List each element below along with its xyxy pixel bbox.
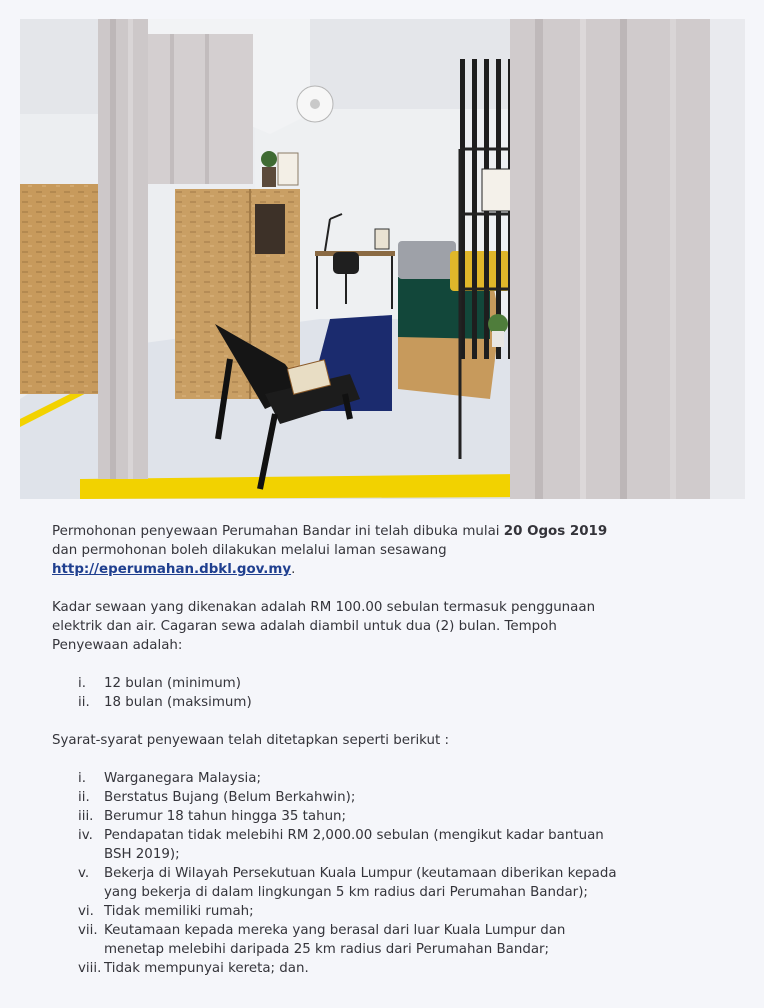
- intro-word: boleh: [170, 543, 208, 558]
- list-text: [104, 807, 692, 826]
- list-item: [78, 769, 692, 788]
- list-text: [104, 788, 692, 807]
- list-item: [78, 959, 692, 978]
- list-text: 12 bulan (minimum): [104, 676, 241, 691]
- list-number: iii.: [78, 809, 94, 824]
- list-text: [104, 959, 692, 978]
- list-text: [104, 921, 692, 959]
- rental-period-list: [52, 674, 692, 712]
- intro-line-3: [52, 560, 692, 579]
- rental-line-1: Kadar sewaan yang dikenakan adalah RM 100.00 sebulan termasuk penggunaan: [52, 600, 596, 615]
- list-number: iv.: [78, 828, 93, 843]
- conditions-list: [52, 769, 692, 978]
- intro-text: Permohonan penyewaan Perumahan Bandar ini telah dibuka mulai: [52, 524, 500, 539]
- list-number: vi.: [78, 904, 94, 919]
- list-line: menetap melebihi daripada 25 km radius dari Perumahan Bandar;: [104, 942, 550, 957]
- list-number: vii.: [78, 923, 98, 938]
- list-item: [78, 921, 692, 959]
- intro-word: melalui: [280, 543, 330, 558]
- list-line: Pendapatan tidak melebihi RM 2,000.00 sebulan (mengikut kadar bantuan: [104, 828, 604, 843]
- list-line: yang bekerja di dalam lingkungan 5 km radius dari Perumahan Bandar);: [104, 885, 588, 900]
- list-line: Berumur 18 tahun hingga 35 tahun;: [104, 809, 347, 824]
- list-line: Keutamaan kepada mereka yang berasal dari luar Kuala Lumpur dan: [104, 923, 566, 938]
- intro-word: permohonan: [81, 543, 167, 558]
- list-text: 18 bulan (maksimum): [104, 695, 252, 710]
- intro-word: sesawang: [380, 543, 447, 558]
- list-line: Bekerja di Wilayah Persekutuan Kuala Lumpur (keutamaan diberikan kepada: [104, 866, 617, 881]
- list-item: [78, 826, 692, 864]
- room-photo: [20, 19, 745, 499]
- rental-paragraph: [52, 598, 692, 655]
- intro-paragraph: [52, 522, 692, 579]
- list-item: [78, 902, 692, 921]
- intro-line-2: [52, 541, 692, 560]
- list-number: i.: [78, 771, 86, 786]
- list-item: [78, 788, 692, 807]
- list-text: [104, 902, 692, 921]
- list-text: [104, 769, 692, 788]
- conditions-heading: Syarat-syarat penyewaan telah ditetapkan seperti berikut :: [52, 733, 450, 748]
- list-line: BSH 2019);: [104, 847, 180, 862]
- list-text: [104, 826, 692, 864]
- list-number: i.: [78, 676, 86, 691]
- list-number: viii.: [78, 961, 102, 976]
- list-item: [78, 807, 692, 826]
- rental-line-2: elektrik dan air. Cagaran sewa adalah diambil untuk dua (2) bulan. Tempoh: [52, 619, 557, 634]
- list-number: ii.: [78, 695, 90, 710]
- eperumahan-link[interactable]: http://eperumahan.dbkl.gov.my: [52, 562, 292, 577]
- intro-word: dilakukan: [212, 543, 277, 558]
- list-number: v.: [78, 866, 90, 881]
- intro-date: 20 Ogos 2019: [503, 524, 608, 539]
- list-text: [104, 864, 692, 902]
- list-item: [78, 693, 692, 712]
- list-line: Warganegara Malaysia;: [104, 771, 261, 786]
- intro-line-1: [52, 522, 692, 541]
- intro-word: dan: [52, 543, 78, 558]
- list-line: Berstatus Bujang (Belum Berkahwin);: [104, 790, 356, 805]
- list-line: Tidak mempunyai kereta; dan.: [104, 961, 309, 976]
- document-body: [52, 522, 692, 978]
- intro-word: laman: [334, 543, 376, 558]
- link-suffix: .: [291, 562, 296, 577]
- rental-line-3: Penyewaan adalah:: [52, 638, 183, 653]
- list-item: [78, 674, 692, 693]
- list-number: ii.: [78, 790, 90, 805]
- list-item: [78, 864, 692, 902]
- list-line: Tidak memiliki rumah;: [104, 904, 254, 919]
